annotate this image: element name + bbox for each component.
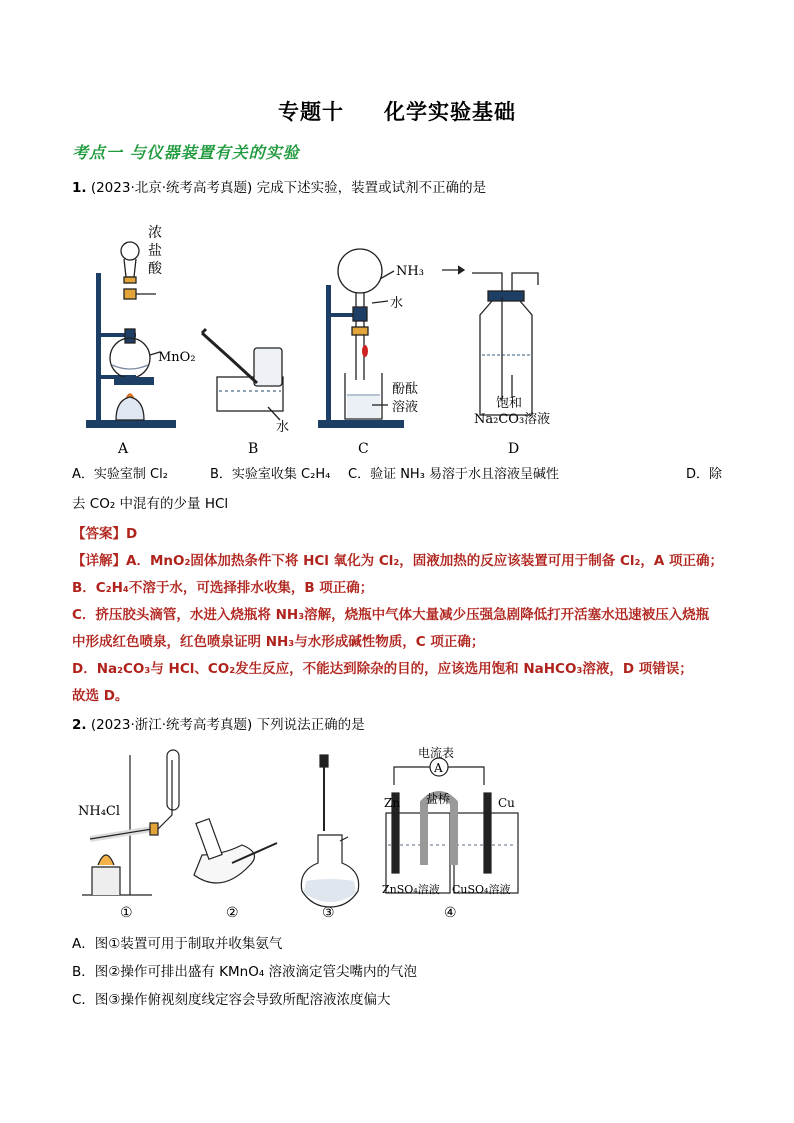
q1-detail-6: 故选 D。 [72,688,129,704]
q1-figure [72,215,632,460]
q1-detail-1: 【详解】A．MnO₂固体加热条件下将 HCl 氧化为 Cl₂，固液加热的反应该装置可用于制备 Cl₂，A 项正确； [72,553,724,569]
apparatus-2 [194,819,277,883]
label-water: 水 [390,296,404,311]
label-ammeter: 电流表 [418,746,455,760]
label-nh4cl: NH₄Cl [78,804,121,819]
label-a: A [118,441,129,457]
label-znso4: ZnSO₄溶液 [382,883,440,896]
q2-source: (2023·浙江·统考高考真题) [90,717,253,733]
q2-text: 下列说法正确的是 [256,717,365,733]
label-c: C [358,441,369,457]
label-sat: 饱和 [496,396,523,411]
label-n3: ③ [322,905,335,921]
q1-source: (2023·北京·统考高考真题) [90,180,253,196]
q1-option-b: B．实验室收集 C₂H₄ [210,467,331,482]
apparatus-d [442,266,538,415]
q1-text: 完成下述实验，装置或试剂不正确的是 [256,180,487,196]
label-na2co3: Na₂CO₃溶液 [474,412,551,427]
apparatus-1 [82,750,179,895]
q1-option-a: A．实验室制 Cl₂ [72,467,168,482]
label-phenol-2: 溶液 [392,400,419,415]
apparatus-a [86,242,176,428]
label-cu: Cu [498,796,515,810]
q1-option-c: C．验证 NH₃ 易溶于水且溶液呈碱性 [348,467,560,482]
label-cuso4: CuSO₄溶液 [452,883,511,896]
q1-option-d-start: D．除 [686,467,723,482]
label-acid: 酸 [148,261,162,277]
q1-detail-2: B．C₂H₄不溶于水，可选择排水收集，B 项正确； [72,580,374,596]
page-title [0,96,794,126]
label-zn: Zn [384,796,401,810]
label-n2: ② [226,905,239,921]
q1-number: 1. [72,180,87,196]
q1-stem [72,178,486,198]
label-conc: 浓 [148,225,162,241]
q2-option-c: C．图③操作俯视刻度线定容会导致所配溶液浓度偏大 [72,992,391,1008]
apparatus-b [202,329,283,420]
label-salt: 盐 [148,243,162,259]
label-bridge: 盐桥 [426,792,451,806]
q2-option-b: B．图②操作可排出盛有 KMnO₄ 溶液滴定管尖嘴内的气泡 [72,964,418,980]
label-mno2: MnO₂ [158,350,196,365]
q1-detail-3: C．挤压胶头滴管，水进入烧瓶将 NH₃溶解，烧瓶中气体大量减少压强急剧降低打开活塞水迅速被压入烧瓶 [72,607,710,623]
title-left: 专题十 [278,100,344,124]
q2-option-a: A．图①装置可用于制取并收集氨气 [72,936,283,952]
q2-stem [72,715,365,735]
q1-option-d-cont: 去 CO₂ 中混有的少量 HCl [72,496,229,512]
label-phenol-1: 酚酞 [392,382,419,397]
apparatus-3 [301,755,358,907]
section-heading: 考点一 与仪器装置有关的实验 [72,143,300,162]
title-right: 化学实验基础 [384,100,516,124]
apparatus-4 [386,758,518,893]
label-n4: ④ [444,905,457,921]
q1-detail-5: D．Na₂CO₃与 HCl、CO₂发生反应，不能达到除杂的目的，应该选用饱和 NaHCO₃溶液，D 项错误； [72,661,693,677]
q1-options-row [72,465,722,485]
label-a-symbol: A [434,761,443,775]
q1-answer: 【答案】D [72,526,138,542]
q2-number: 2. [72,717,87,733]
q2-figure [72,745,532,925]
label-nh3: NH₃ [396,264,424,279]
label-b: B [248,441,259,457]
label-n1: ① [120,905,133,921]
label-water-b: 水 [276,420,290,435]
label-d: D [508,441,520,457]
q1-detail-4: 中形成红色喷泉，红色喷泉证明 NH₃与水形成碱性物质，C 项正确； [72,634,485,650]
